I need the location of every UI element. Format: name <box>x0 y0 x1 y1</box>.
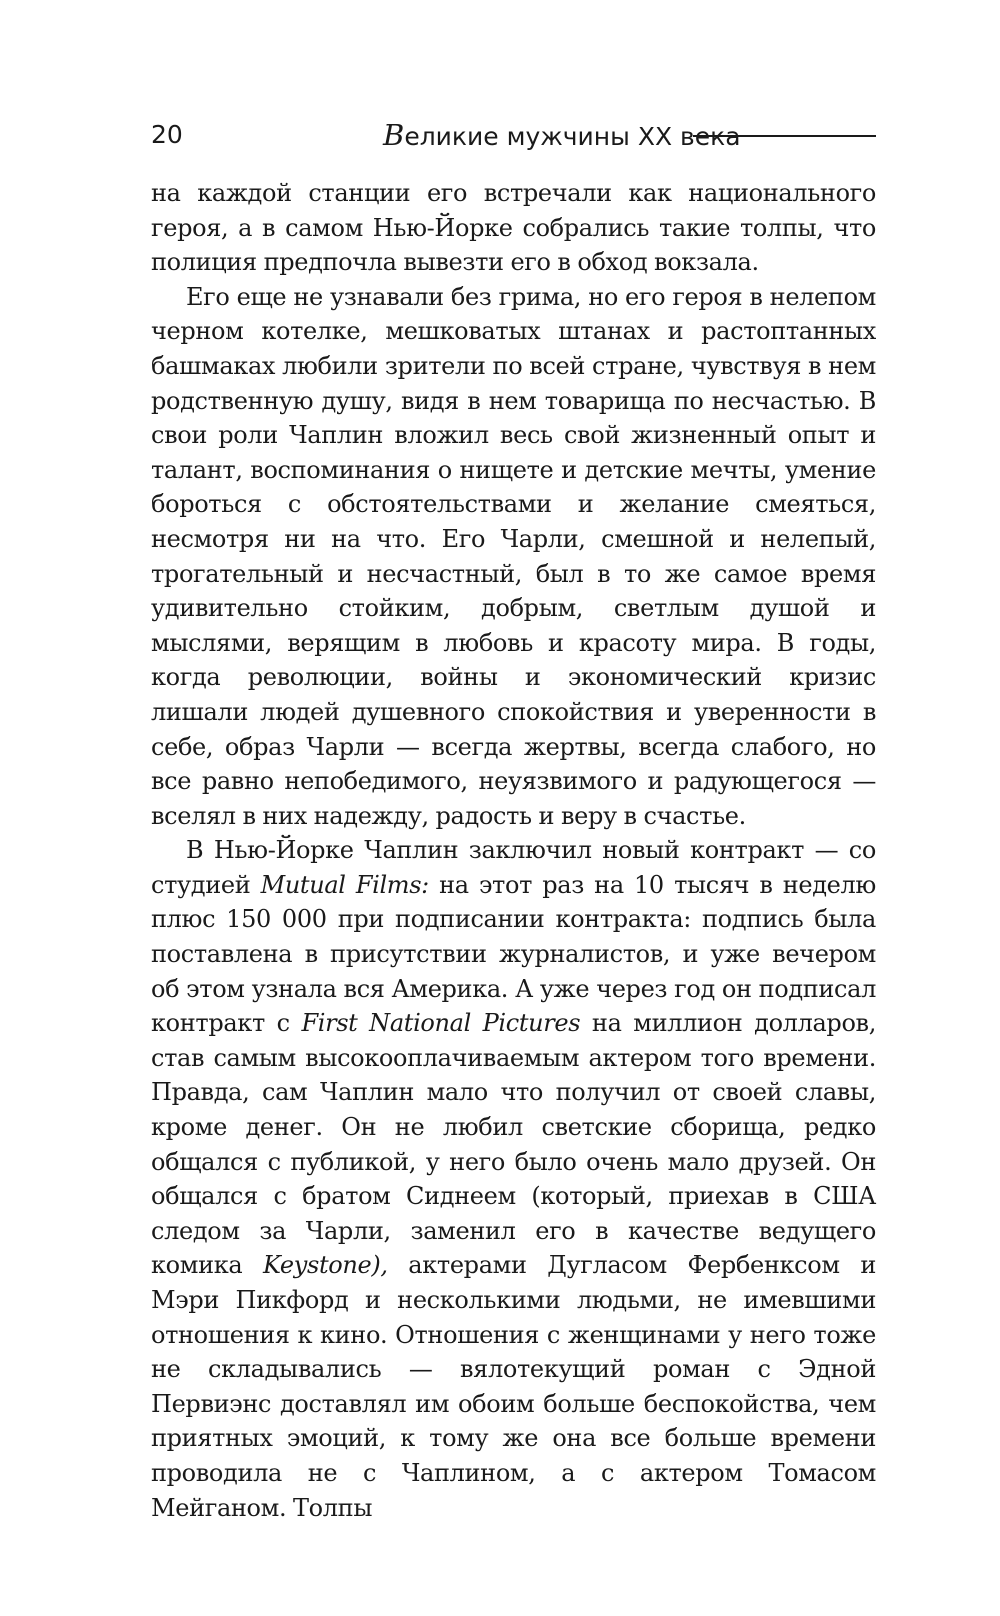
text-run: Его еще не узнавали без грима, но его героя в нелепом черном котелке, мешковатых штанах и растоптанных башмаках любили зрители по всей стране, чувствуя в нем родственную душу, видя в нем товарища по несчастью. В свои роли Чаплин вложил весь свой жизненный опыт и талант, воспоминания о нищете и детские мечты, умение бороться с обстоятельствами и желание смеяться, несмотря ни на что. Его Чарли, смешной и нелепый, трогательный и несчастный, был в то же самое время удивительно стойким, добрым, светлым душой и мыслями, верящим в любовь и красоту мира. В годы, когда революции, войны и экономический кризис лишали людей душевного спокойствия и уверенности в себе, образ Чарли — всегда жертвы, всегда слабого, но все равно непобедимого, неуязвимого и радующегося — вселял в них надежду, радость и веру в счастье. <box>151 282 876 830</box>
running-header <box>151 112 876 152</box>
header-rule <box>693 135 876 137</box>
studio-name-keystone: Keystone), <box>263 1251 388 1280</box>
page-number: 20 <box>151 120 183 149</box>
paragraph-contracts <box>151 833 876 1525</box>
text-run: на миллион долларов, став самым высокооплачиваемым актером того времени. Правда, сам Чаплин мало что получил от своей славы, кроме денег. Он не любил светские сборища, редко общался с публикой, у него было очень мало друзей. Он общался с братом Сиднеем (который, приехав в США следом за Чарли, заменил его в качестве ведущего комика <box>151 1009 876 1280</box>
running-title-rest: еликие мужчины XX века <box>404 122 741 151</box>
body-text <box>151 176 876 1525</box>
paragraph-charlie-image <box>151 280 876 834</box>
paragraph-continuation <box>151 176 876 280</box>
text-run: на каждой станции его встречали как национального героя, а в самом Нью-Йорке собрались такие толпы, что полиция предпочла вывезти его в обход вокзала. <box>151 179 876 277</box>
text-run: актерами Дугласом Фербенксом и Мэри Пикфорд и несколькими людьми, не имевшими отношения к кино. Отношения с женщинами у него тоже не складывались — вялотекущий роман с Эдной Первиэнс доставлял им обоим больше беспокойства, чем приятных эмоций, к тому же она все больше времени проводила не с Чаплином, а с актером Томасом Мейганом. Толпы <box>151 1251 876 1522</box>
studio-name-first-national: First National Pictures <box>301 1009 581 1038</box>
studio-name-mutual: Mutual Films: <box>260 870 429 899</box>
running-title <box>383 118 741 152</box>
text-run: В Нью-Йорке Чаплин заключил новый контракт — со студией <box>151 836 876 899</box>
running-title-initial: В <box>383 118 405 152</box>
text-run: на этот раз на 10 тысяч в неделю плюс 150 000 при подписании контракта: подпись была поставлена в присутствии журналистов, и уже вечером об этом узнала вся Америка. А уже через год он подписал контракт с <box>151 870 876 1038</box>
